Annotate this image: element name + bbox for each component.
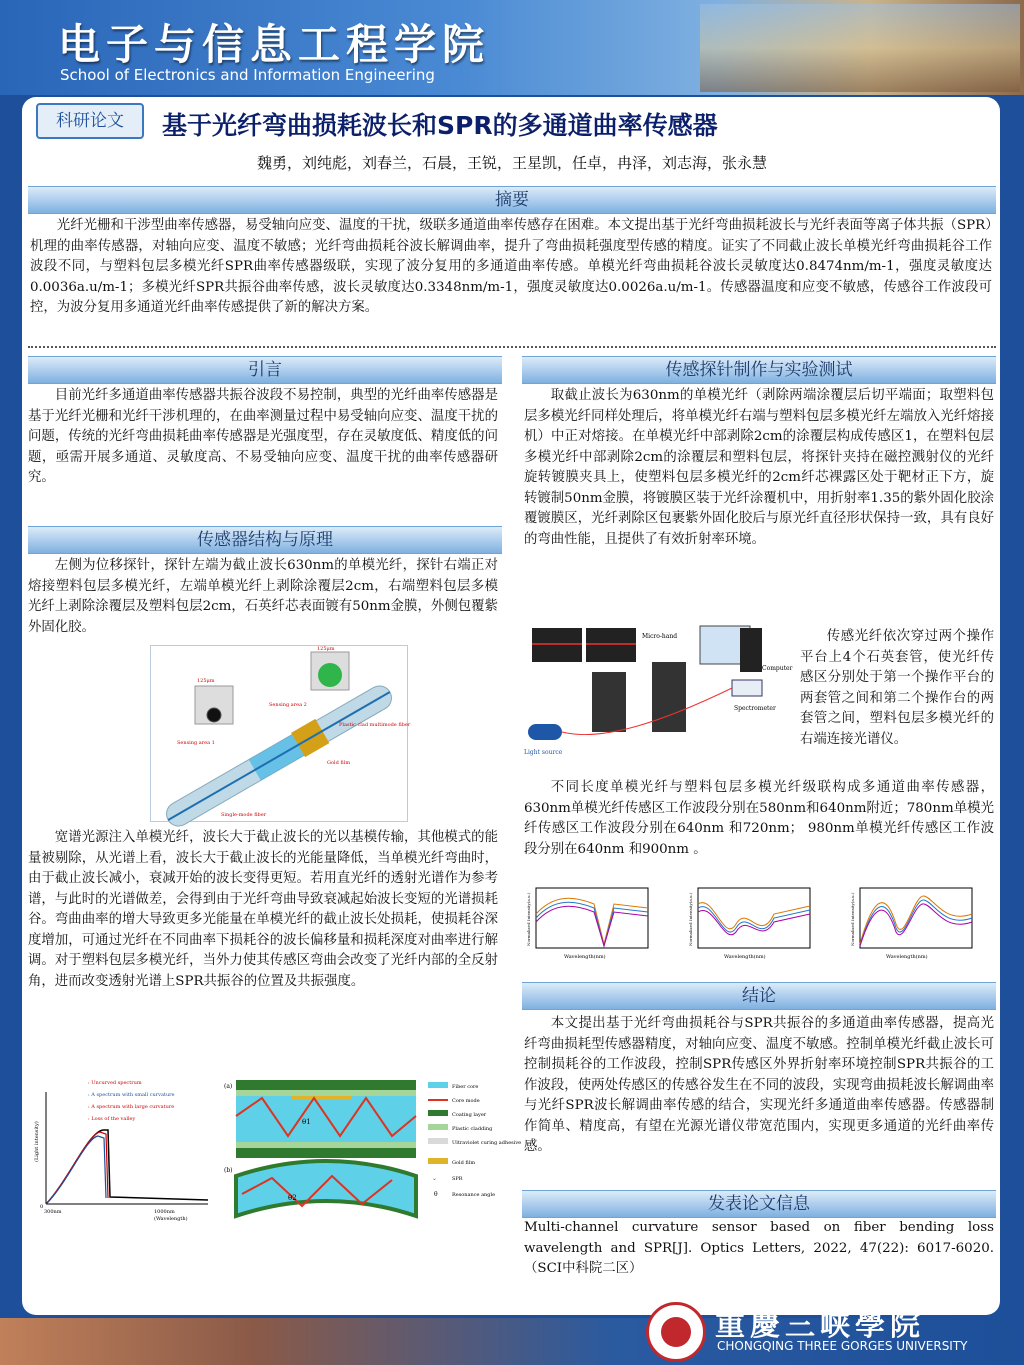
spectrum-x-label: (Wavelength) (154, 1216, 188, 1222)
probe-label-plastic: Plastic clad multimode fiber (339, 722, 411, 728)
spectrum-legend-1: : Uncurved spectrum (88, 1080, 142, 1086)
chart1-ylabel: Normalized Intensity(a.u.) (526, 892, 531, 946)
fabrication-text-3: 不同长度单模光纤与塑料包层多模光纤级联构成多通道曲率传感器，630nm单模光纤传感区工作波段分别在580nm和640nm附近；780nm单模光纤传感区工作波段分别在640nm 和720nm； 980nm单模光纤传感区工作波段分别在640nm 和900nm 。 (524, 780, 994, 857)
school-header (0, 0, 1024, 95)
mode-theta1: θ1 (302, 1118, 311, 1126)
university-name-cn: 重慶三峡學院 (715, 1308, 925, 1343)
spectrum-x-start: 300nm (44, 1209, 62, 1215)
fabrication-text-2: 传感光纤依次穿过两个操作平台上4个石英套管，使光纤传感区分别处于第一个操作平台的两套管之间和第二个操作台的两套管之间，塑料包层多模光纤的右端连接光谱仪。 (800, 629, 994, 747)
fabrication-text-1: 取截止波长为630nm的单模光纤（剥除两端涂覆层后切平端面；取塑料包层多模光纤同样处理后，将单模光纤右端与塑料包层多模光纤左端放入光纤熔接机）中正对熔接。在单模光纤中部剥除2cm的涂覆层构成传感区1，在塑料包层多模光纤中部剥除2cm的涂覆层和塑料包层，将探针夹持在磁控溅射仪的光纤旋转镀膜夹具上，使塑料包层多模光纤的2cm纤芯裸露区处于靶材正下方，旋转镀制50nm金膜，将镀膜区装于光纤涂覆机中，用折射率1.35的紫外固化胶涂覆镀膜区，光纤剥除区包裹紫外固化胶后与原光纤直径形状保持一致，具有良好的弯曲性能，且提供了有效折射率环境。 (524, 388, 994, 547)
author-list: 魏勇，刘纯彪，刘春兰，石晨，王锐，王星凯，任卓，冉泽，刘志海，张永慧 (256, 154, 767, 172)
spectrum-y-label: (Light intensity) (34, 1121, 40, 1162)
mode-diagram (222, 1076, 522, 1222)
spectrum-legend-2: : A spectrum with small curvature (88, 1092, 175, 1098)
setup-label-spectrometer: Spectrometer (734, 705, 776, 712)
probe-figure (150, 645, 411, 822)
mode-legend-2: Coating layer (452, 1112, 487, 1118)
school-name-cn: 电子与信息工程学院 (58, 20, 491, 69)
intro-heading: 引言 (28, 356, 502, 384)
probe-label-area2: Sensing area 2 (269, 702, 307, 708)
category-badge: 科研论文 (36, 103, 144, 139)
spectral-charts-svg (524, 884, 994, 962)
fabrication-heading: 传感探针制作与实验测试 (522, 356, 996, 384)
chart1-xlabel: Wavelength(nm) (564, 954, 606, 960)
school-name-en: School of Electronics and Information Engineering (60, 66, 435, 84)
mode-legend-5: Gold film (452, 1160, 476, 1166)
intro-text: 目前光纤多通道曲率传感器共振谷波段不易控制，典型的光纤曲率传感器是基于光纤光栅和光纤干涉机理的，在曲率测量过程中易受轴向应变、温度干扰的问题，传统的光纤弯曲损耗曲率传感器是光强度型，存在灵敏度低、精度低的问题，亟需开展多通道、灵敏度高、不易受轴向应变、温度干扰的曲率传感器研究。 (28, 388, 498, 485)
university-name-en: CHONGQING THREE GORGES UNIVERSITY (717, 1339, 968, 1353)
mode-legend-spr-icon: ⌄ (432, 1175, 438, 1182)
chart2-xlabel: Wavelength(nm) (724, 954, 766, 960)
spectrum-legend-4: : Loss of the valley (88, 1116, 136, 1122)
mode-label-b: (b) (224, 1167, 233, 1174)
publication-heading: 发表论文信息 (522, 1190, 996, 1218)
setup-figure (522, 622, 796, 762)
probe-label-gold: Gold film (327, 760, 351, 766)
setup-label-light: Light source (524, 749, 563, 756)
publication-text: Multi-channel curvature sensor based on fiber bending loss wavelength and SPR[J]. Optics Letters, 2022, 47(22): 6017-6020.（SCI中科院二区） (524, 1220, 994, 1276)
conclusion-heading: 结论 (522, 982, 996, 1010)
abstract-heading: 摘要 (28, 186, 996, 214)
structure-text-1: 左侧为位移探针，探针左端为截止波长630nm的单模光纤，探针右端正对熔接塑料包层多模光纤，左端单模光纤上剥除涂覆层2cm，右端塑料包层多模光纤上剥除涂覆层及塑料包层2cm，石英纤芯表面镀有50nm金膜，外侧包覆紫外固化胶。 (28, 558, 498, 635)
setup-label-computer: Computer (762, 665, 793, 672)
mode-legend-1: Core mode (452, 1098, 480, 1104)
chart3-ylabel: Normalized Intensity(a.u.) (850, 892, 855, 946)
probe-label-smf: Single-mode fiber (221, 812, 267, 818)
mode-legend-7: Resonance angle (452, 1192, 496, 1198)
mode-legend-6: SPR (452, 1176, 463, 1182)
structure-heading: 传感器结构与原理 (28, 526, 502, 554)
abstract-text: 光纤光栅和干涉型曲率传感器，易受轴向应变、温度的干扰，级联多通道曲率传感存在困难。本文提出基于光纤弯曲损耗波长与光纤表面等离子体共振（SPR）机理的曲率传感器，对轴向应变、温度不敏感；光纤弯曲损耗谷波长解调曲率，提升了弯曲损耗强度型传感的精度。证实了不同截止波长单模光纤弯曲损耗谷工作波段不同，与塑料包层多模光纤SPR曲率传感器级联，实现了波分复用的多通道曲率传感。单模光纤弯曲损耗谷波长灵敏度达0.8474nm/m-1，强度灵敏度达0.0036a.u/m-1；多模光纤SPR共振谷曲率传感，波长灵敏度达0.3348nm/m-1，强度灵敏度达0.0026a.u/m-1。传感器温度和应变不敏感，传感谷工作波段可控，为波分复用多通道光纤曲率传感提供了新的解决方案。 (30, 218, 992, 315)
spectrum-legend-3: : A spectrum with large curvature (88, 1104, 175, 1110)
mode-theta2: θ2 (288, 1194, 297, 1202)
header-building-photo (700, 4, 1020, 92)
mode-legend-theta-icon: θ (434, 1191, 438, 1198)
spectral-charts (524, 884, 994, 962)
poster-title: 基于光纤弯曲损耗波长和SPR的多通道曲率传感器 (162, 111, 718, 140)
setup-label-micro: Micro-hand (642, 633, 678, 640)
mode-label-a: (a) (224, 1083, 233, 1090)
university-logo (646, 1302, 706, 1362)
spectral-chart-1 (526, 888, 648, 960)
probe-inset-b-size: 125μm (317, 646, 335, 652)
spectrum-x-end: 1000nm (154, 1209, 175, 1215)
probe-diagram (151, 646, 411, 821)
spectral-chart-2 (688, 888, 810, 960)
chart2-ylabel: Normalized Intensity(a.u.) (688, 892, 693, 946)
spectrum-origin: 0 (40, 1204, 44, 1210)
mode-figure (222, 1076, 522, 1222)
university-logo-emblem (661, 1317, 691, 1347)
mode-legend-0: Fiber core (452, 1084, 479, 1090)
probe-label-area1: Sensing area 1 (177, 740, 215, 746)
probe-inset-a-size: 125μm (197, 678, 215, 684)
mode-legend-4: Ultraviolet curing adhesive (452, 1140, 522, 1146)
mode-legend-3: Plastic cladding (452, 1126, 493, 1132)
conclusion-text: 本文提出基于光纤弯曲损耗谷与SPR共振谷的多通道曲率传感器，提高光纤弯曲损耗型传感器精度，对轴向应变、温度不敏感。控制单模光纤截止波长可控制损耗谷的工作波段，控制SPR传感区外界折射率环境控制SPR共振谷的工作波段，使两处传感区的传感谷发生在不同的波段，实现弯曲损耗波长解调曲率与光纤SPR波长解调曲率传感的结合，实现光纤多通道曲率传感器。传感器制作简单、精度高，有望在光源光谱仪带宽范围内，实现更多通道的光纤曲率传感。 (524, 1016, 994, 1154)
spectrum-diagram (28, 1072, 218, 1222)
structure-text-2: 宽谱光源注入单模光纤，波长大于截止波长的光以基模传输，其他模式的能量被剔除，从光谱上看，波长大于截止波长的光能量降低，当单模光纤弯曲时，由于截止波长减小，衰减开始的波长变得更短。若用直光纤的透射光谱作为参考谱，与此时的光谱做差，会得到由于光纤弯曲导致衰减起始波长变短的光谱损耗谷。弯曲曲率的增大导致更多光能量在单模光纤的截止波长处损耗，使损耗谷深度增加，可通过光纤在不同曲率下损耗谷的波长偏移量和损耗深度对曲率进行解调。对于塑料包层多模光纤，当外力使其传感区弯曲会改变了光纤内部的全反射角，进而改变透射光谱上SPR共振谷的位置及共振强度。 (28, 830, 498, 989)
abstract-divider (28, 346, 996, 348)
chart3-xlabel: Wavelength(nm) (886, 954, 928, 960)
setup-diagram (522, 622, 796, 762)
spectrum-figure (28, 1072, 218, 1222)
spectral-chart-3 (850, 888, 972, 960)
